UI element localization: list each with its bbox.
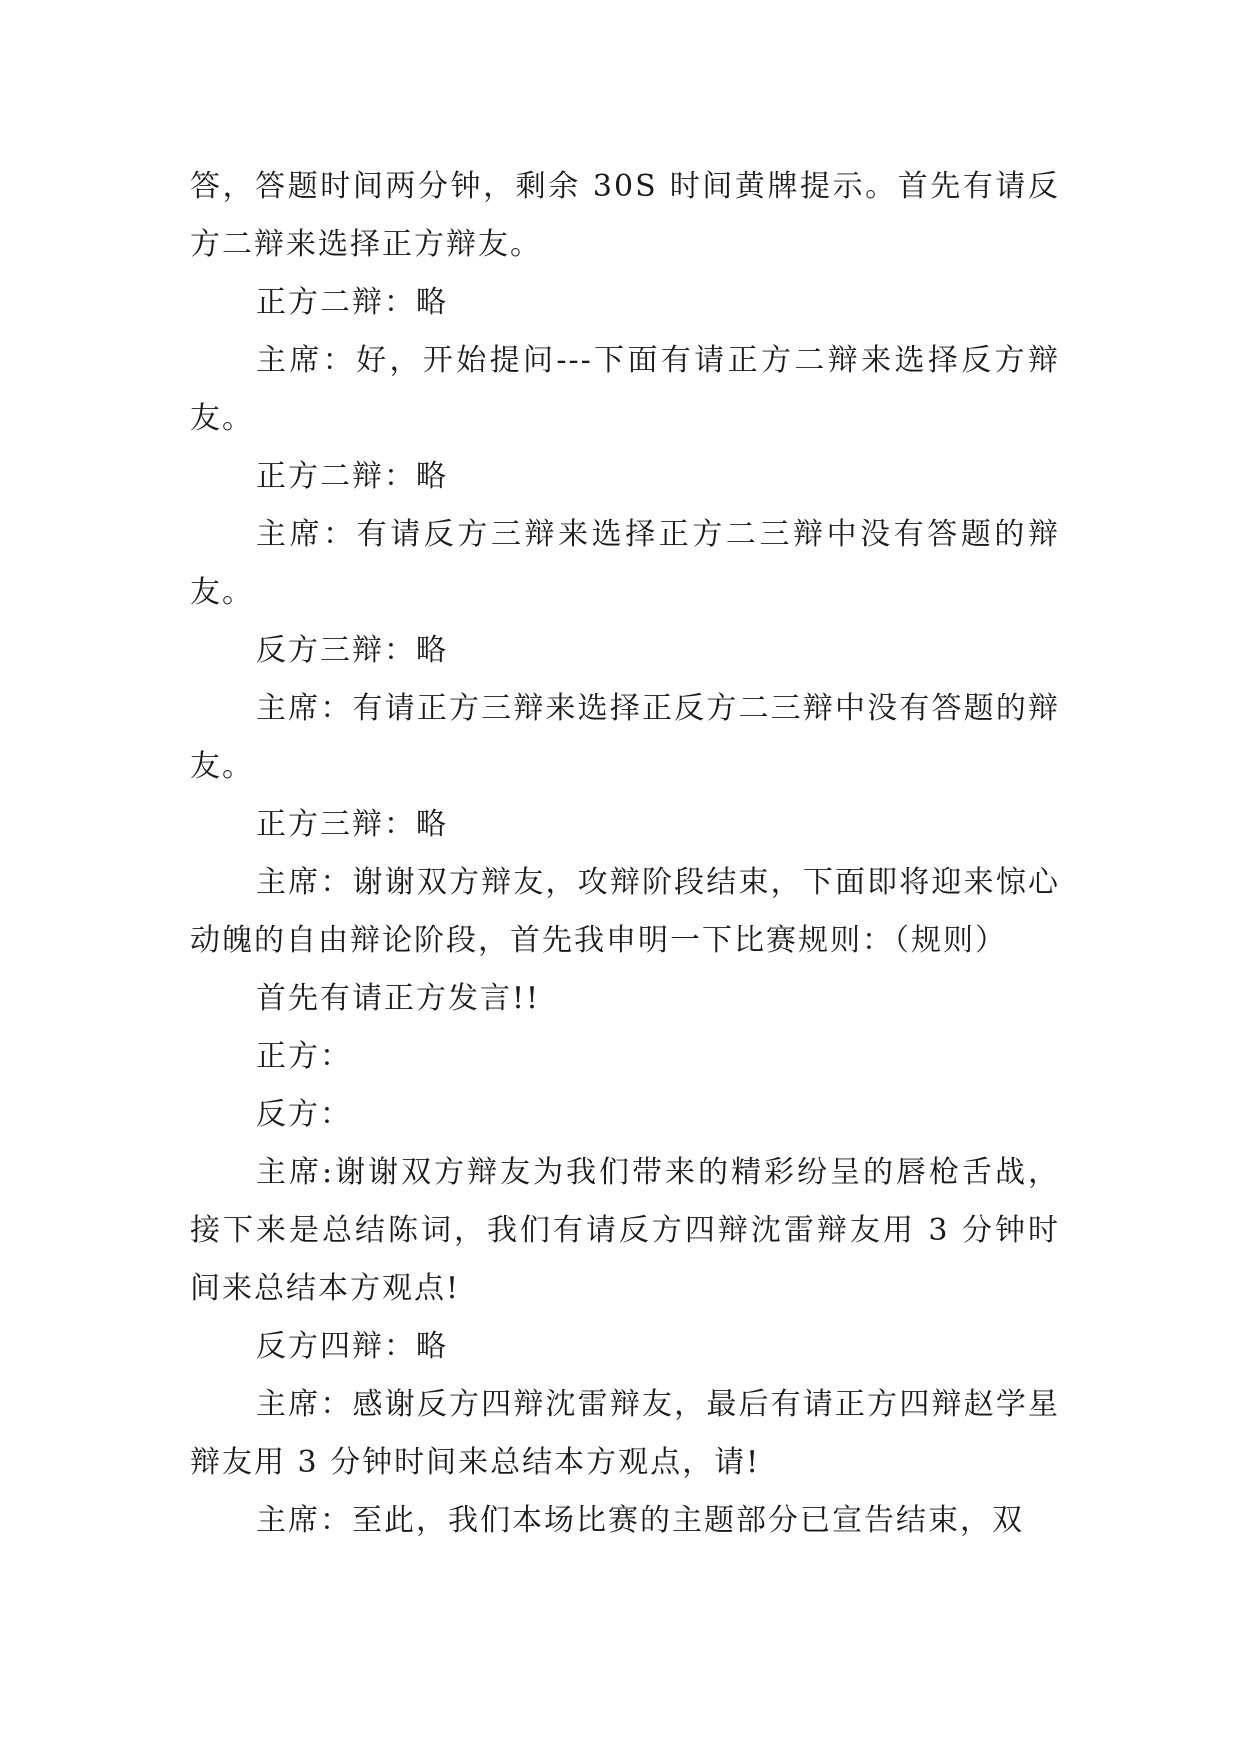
paragraph-line: 反方四辩：略: [256, 1329, 448, 1364]
paragraph-line: 主席：至此，我们本场比赛的主题部分已宣告结束，双: [256, 1503, 1024, 1538]
paragraph-line: 主席：感谢反方四辩沈雷辩友，最后有请正方四辩赵学星辩友用 3 分钟时间来总结本方观点，请!: [190, 1387, 1060, 1480]
paragraph-line: 正方三辩：略: [256, 807, 448, 842]
paragraph-line: 主席：有请反方三辩来选择正方二三辩中没有答题的辩友。: [190, 517, 1060, 610]
paragraph-line: 正方二辩：略: [256, 285, 448, 320]
paragraph-line: 正方：: [256, 1039, 352, 1074]
paragraph-line: 首先有请正方发言!!: [256, 981, 541, 1016]
paragraph-line: 正方二辩：略: [256, 459, 448, 494]
document-body: [190, 158, 1060, 1550]
paragraph-line: 主席:谢谢双方辩友为我们带来的精彩纷呈的唇枪舌战，接下来是总结陈词，我们有请反方四辩沈雷辩友用 3 分钟时间来总结本方观点!: [190, 1155, 1060, 1306]
paragraph-line: 主席：有请正方三辩来选择正反方二三辩中没有答题的辩友。: [190, 691, 1060, 784]
paragraph-line: 主席：好，开始提问---下面有请正方二辩来选择反方辩友。: [190, 343, 1060, 436]
paragraph-line: 反方：: [256, 1097, 352, 1132]
paragraph-line: 反方三辩：略: [256, 633, 448, 668]
paragraph-line: 答，答题时间两分钟，剩余 30S 时间黄牌提示。首先有请反方二辩来选择正方辩友。: [190, 169, 1060, 262]
paragraph-line: 主席：谢谢双方辩友，攻辩阶段结束，下面即将迎来惊心动魄的自由辩论阶段，首先我申明一下比赛规则：（规则）: [190, 865, 1060, 958]
